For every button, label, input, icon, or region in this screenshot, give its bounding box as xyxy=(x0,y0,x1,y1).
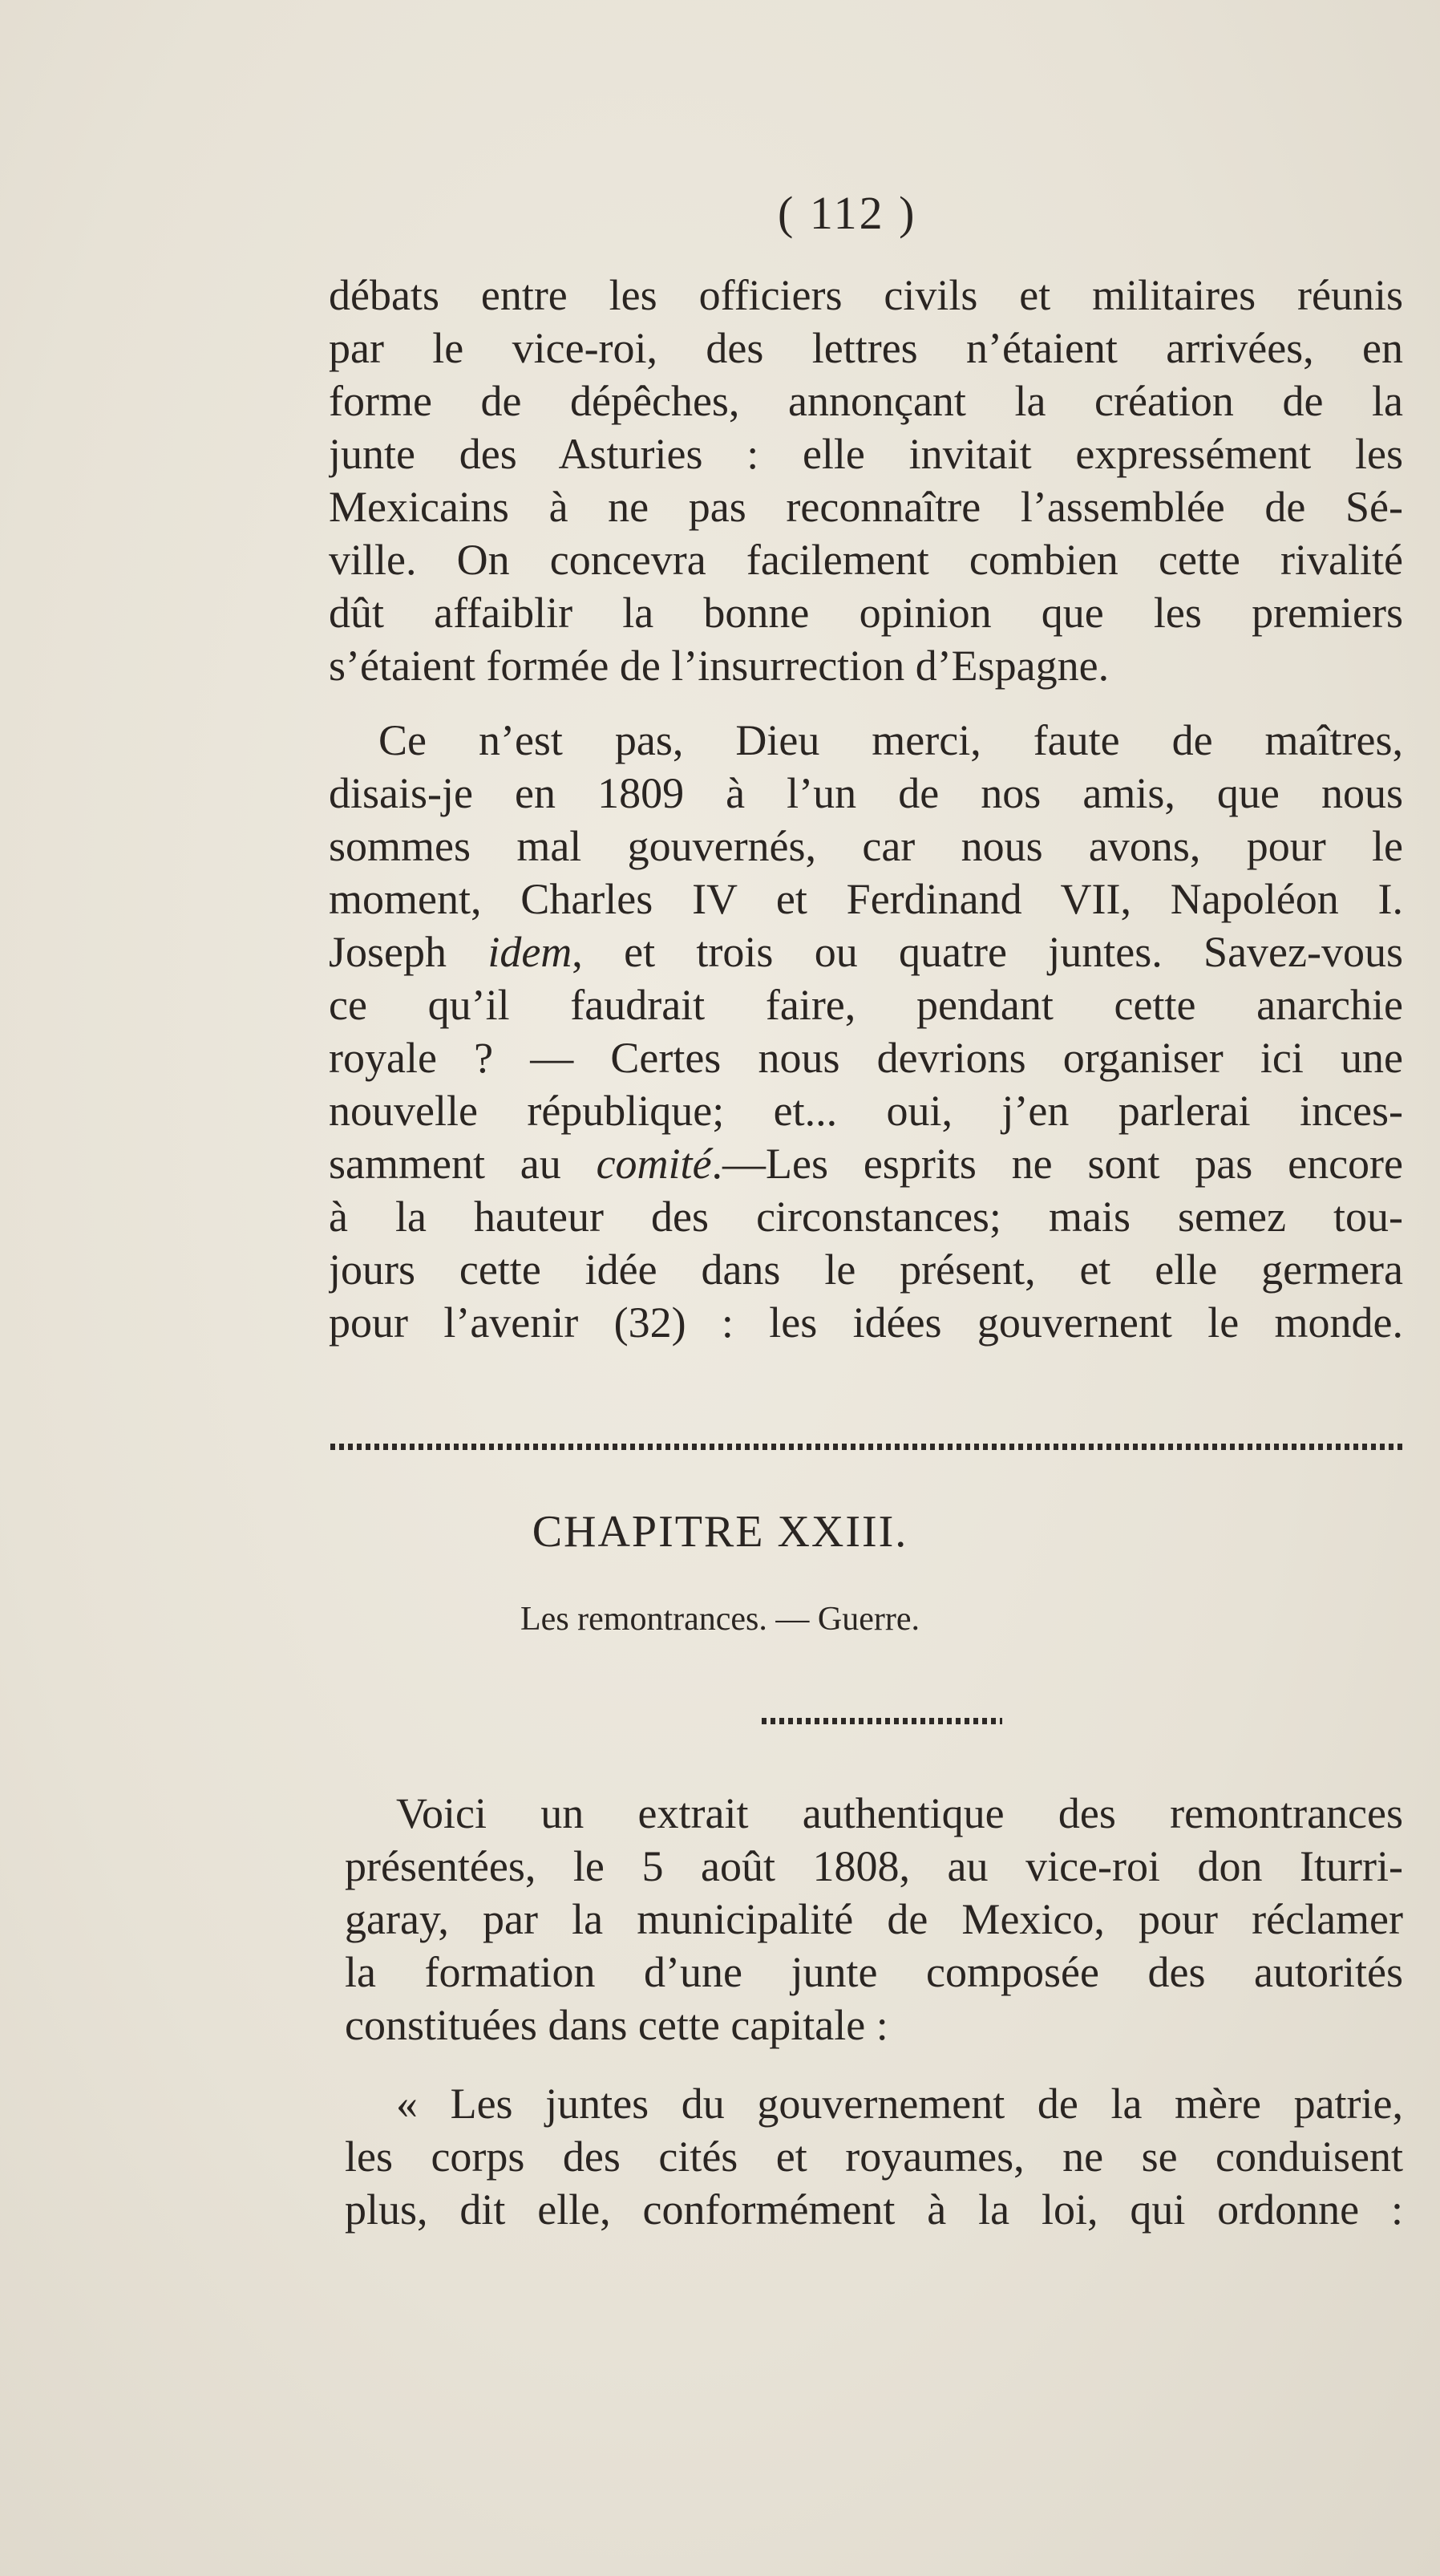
italic-word: comité xyxy=(596,1140,712,1188)
text-line: constituées dans cette capitale : xyxy=(345,2001,888,2049)
text-line: « Les juntes du gouvernement de la mère patrie, xyxy=(396,2080,1403,2128)
decorative-rule xyxy=(330,1444,1405,1450)
page-number: ( 112 ) xyxy=(778,187,917,239)
text-segment: samment au xyxy=(329,1140,597,1188)
text-line: ce qu’il faudrait faire, pendant cette anarchie xyxy=(329,981,1403,1029)
text-line: présentées, le 5 août 1808, au vice-roi don Iturri- xyxy=(345,1842,1403,1890)
text-line: dût affaiblir la bonne opinion que les premiers xyxy=(329,589,1403,637)
text-segment: Joseph xyxy=(329,928,488,976)
text-segment: .—Les esprits ne sont pas encore xyxy=(711,1140,1403,1188)
italic-word: idem xyxy=(487,928,572,976)
text-line: à la hauteur des circonstances; mais semez tou- xyxy=(329,1193,1403,1241)
text-line: pour l’avenir (32) : les idées gouvernent le monde. xyxy=(329,1298,1403,1347)
text-line: forme de dépêches, annonçant la création de la xyxy=(329,377,1403,425)
chapter-title: CHAPITRE XXIII. xyxy=(532,1507,908,1557)
text-line: moment, Charles IV et Ferdinand VII, Napoléon I. xyxy=(329,875,1403,923)
text-line: la formation d’une junte composée des autorités xyxy=(345,1948,1403,1996)
text-line: disais-je en 1809 à l’un de nos amis, que nous xyxy=(329,769,1403,817)
text-line: garay, par la municipalité de Mexico, pour réclamer xyxy=(345,1895,1403,1943)
text-line: les corps des cités et royaumes, ne se conduisent xyxy=(345,2132,1403,2181)
text-line: Ce n’est pas, Dieu merci, faute de maîtres, xyxy=(378,716,1403,764)
chapter-subtitle: Les remontrances. — Guerre. xyxy=(520,1601,920,1638)
text-line: ville. On concevra facilement combien cette rivalité xyxy=(329,536,1403,584)
text-line xyxy=(329,925,1403,978)
text-line: junte des Asturies : elle invitait expressément les xyxy=(329,430,1403,478)
text-line: sommes mal gouvernés, car nous avons, pour le xyxy=(329,822,1403,870)
text-line: jours cette idée dans le présent, et elle germera xyxy=(329,1245,1403,1294)
text-line xyxy=(329,1137,1403,1190)
text-line: s’étaient formée de l’insurrection d’Espagne. xyxy=(329,642,1110,690)
text-line: royale ? — Certes nous devrions organiser ici une xyxy=(329,1034,1403,1082)
text-line: débats entre les officiers civils et militaires réunis xyxy=(329,271,1403,319)
decorative-rule-short xyxy=(762,1718,1002,1724)
text-line: nouvelle république; et... oui, j’en parlerai inces- xyxy=(329,1087,1403,1135)
text-line: par le vice-roi, des lettres n’étaient arrivées, en xyxy=(329,324,1403,372)
text-line: Mexicains à ne pas reconnaître l’assemblée de Sé- xyxy=(329,483,1403,531)
text-line: Voici un extrait authentique des remontrances xyxy=(396,1789,1403,1837)
text-line: plus, dit elle, conformément à la loi, qui ordonne : xyxy=(345,2185,1403,2234)
text-segment: , et trois ou quatre juntes. Savez-vous xyxy=(572,928,1403,976)
